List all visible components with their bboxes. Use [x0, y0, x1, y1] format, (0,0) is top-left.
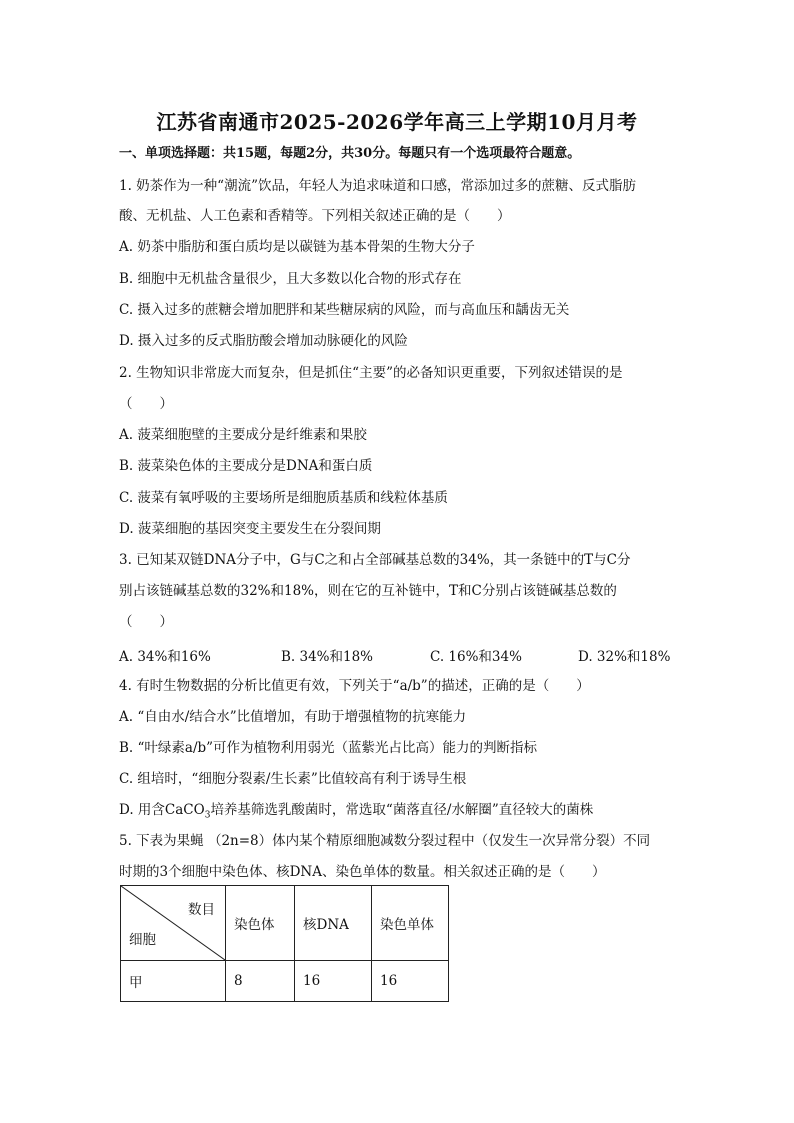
table-header-row: [121, 886, 449, 961]
q2-stem-line1: 2. 生物知识非常庞大而复杂，但是抓住“主要”的必备知识更重要，下列叙述错误的是: [119, 365, 623, 381]
table-row-label: 甲: [121, 961, 226, 1002]
q1-stem-line1: 1. 奶茶作为一种“潮流”饮品，年轻人为追求味道和口感，常添加过多的蔗糖、反式脂肪: [119, 178, 636, 194]
q2-option-b: B. 菠菜染色体的主要成分是DNA和蛋白质: [119, 458, 373, 474]
q3-stem-line1: 3. 已知某双链DNA分子中，G与C之和占全部碱基总数的34%，其一条链中的T与C分: [119, 552, 631, 568]
table-header-cell: 染色体: [226, 886, 295, 961]
q4-option-c: C. 组培时，“细胞分裂素/生长素”比值较高有利于诱导生根: [119, 771, 467, 787]
q1-stem-line2: 酸、无机盐、人工色素和香精等。下列相关叙述正确的是（ ）: [119, 208, 511, 224]
table-header-cell: 染色单体: [372, 886, 449, 961]
q3-option-c: C. 16%和34%: [430, 649, 522, 665]
corner-label-cell: 细胞: [129, 932, 156, 948]
table-cell: 16: [295, 961, 372, 1002]
q1-option-c: C. 摄入过多的蔗糖会增加肥胖和某些糖尿病的风险，而与高血压和龋齿无关: [119, 302, 570, 318]
q5-stem-line1: 5. 下表为果蝇 （2n=8）体内某个精原细胞减数分裂过程中（仅发生一次异常分裂）不同: [119, 833, 651, 849]
q3-stem-line3: （ ）: [119, 614, 173, 630]
corner-label-count: 数目: [188, 902, 215, 918]
q1-option-a: A. 奶茶中脂肪和蛋白质均是以碳链为基本骨架的生物大分子: [119, 239, 475, 255]
q4-option-d-prefix: D. 用含CaCO: [119, 802, 205, 818]
q2-option-d: D. 菠菜细胞的基因突变主要发生在分裂间期: [119, 521, 381, 537]
q3-option-d: D. 32%和18%: [578, 649, 671, 665]
q1-option-b: B. 细胞中无机盐含量很少，且大多数以化合物的形式存在: [119, 271, 462, 287]
q3-stem-line2: 别占该链碱基总数的32%和18%，则在它的互补链中，T和C分别占该链碱基总数的: [119, 583, 617, 599]
table-cell: 16: [372, 961, 449, 1002]
table-header-cell: 核DNA: [295, 886, 372, 961]
q4-option-a: A. “自由水/结合水”比值增加，有助于增强植物的抗寒能力: [119, 709, 467, 725]
q2-option-a: A. 菠菜细胞壁的主要成分是纤维素和果胶: [119, 427, 367, 443]
table-corner-cell: [121, 886, 226, 961]
q4-option-b: B. “叶绿素a/b”可作为植物利用弱光（蓝紫光占比高）能力的判断指标: [119, 740, 538, 756]
q5-stem-line2: 时期的3个细胞中染色体、核DNA、染色单体的数量。相关叙述正确的是（ ）: [119, 864, 606, 880]
q2-stem-line2: （ ）: [119, 396, 173, 412]
q4-option-d: [119, 801, 593, 825]
table-cell: 8: [226, 961, 295, 1002]
q2-option-c: C. 菠菜有氧呼吸的主要场所是细胞质基质和线粒体基质: [119, 490, 448, 506]
q4-option-d-subscript: 3: [204, 810, 211, 821]
exam-title: 江苏省南通市2025-2026学年高三上学期10月月考: [156, 110, 638, 134]
q1-option-d: D. 摄入过多的反式脂肪酸会增加动脉硬化的风险: [119, 333, 408, 349]
q3-option-a: A. 34%和16%: [119, 649, 211, 665]
q5-data-table: [120, 885, 449, 1002]
q4-stem: 4. 有时生物数据的分析比值更有效，下列关于“a/b”的描述，正确的是（ ）: [119, 678, 590, 694]
q4-option-d-suffix: 培养基筛选乳酸菌时，常选取“菌落直径/水解圈”直径较大的菌株: [210, 802, 594, 818]
section-heading: 一、单项选择题：共15题，每题2分，共30分。每题只有一个选项最符合题意。: [119, 146, 581, 161]
q3-options-row: [119, 645, 679, 663]
table-row: [121, 961, 449, 1002]
q3-option-b: B. 34%和18%: [281, 649, 374, 665]
